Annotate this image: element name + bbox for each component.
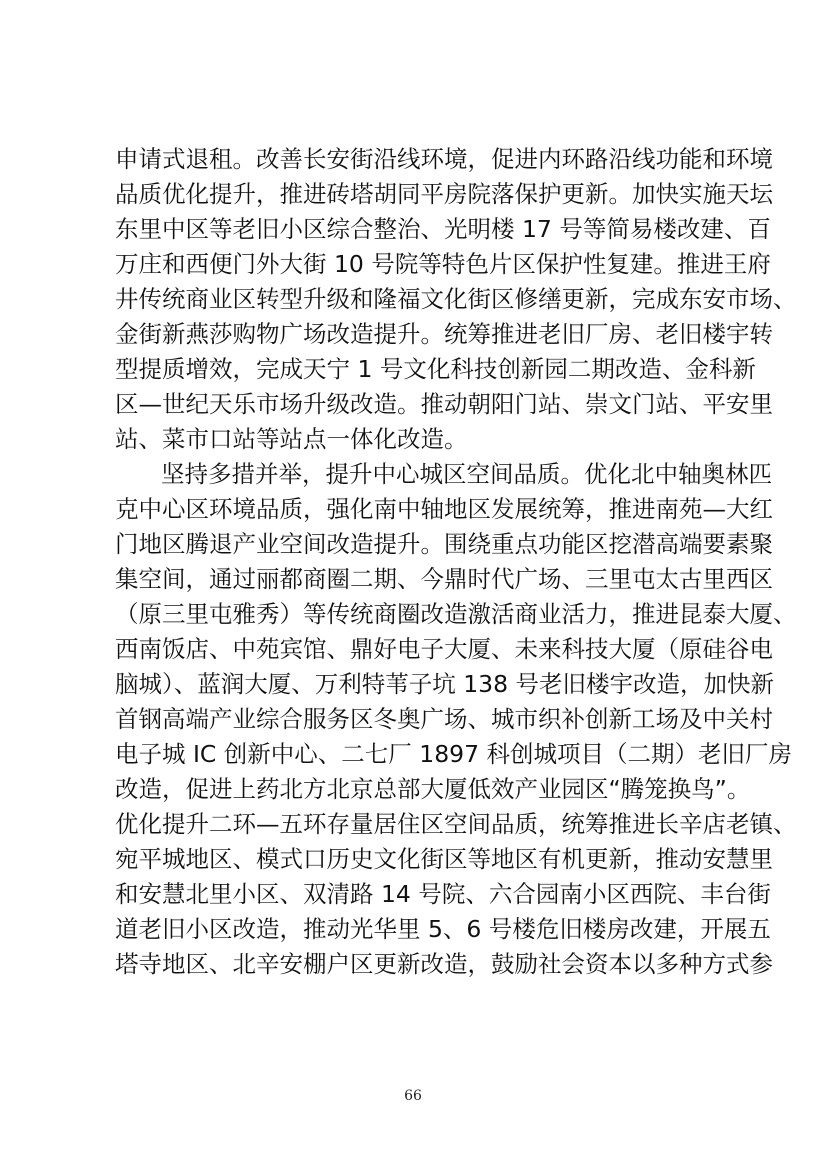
- body-text-line: 电子城 IC 创新中心、二七厂 1897 科创城项目（二期）老旧厂房: [115, 740, 793, 768]
- body-text-line: 改造，促进上药北方北京总部大厦低效产业园区“腾笼换鸟”。: [115, 775, 751, 803]
- body-text-line: 申请式退租。改善长安街沿线环境，促进内环路沿线功能和环境: [115, 145, 773, 173]
- body-text-line: 宛平城地区、模式口历史文化街区等地区有机更新，推动安慧里: [115, 845, 773, 873]
- body-text-line: 万庄和西便门外大街 10 号院等特色片区保护性复建。推进王府: [115, 250, 771, 278]
- body-text-line: 优化提升二环—五环存量居住区空间品质，统筹推进长辛店老镇、: [115, 810, 797, 838]
- body-text-line: 东里中区等老旧小区综合整治、光明楼 17 号等简易楼改建、百: [115, 215, 771, 243]
- page-number: 66: [404, 1088, 422, 1104]
- body-text-line: 和安慧北里小区、双清路 14 号院、六合园南小区西院、丰台街: [115, 880, 771, 908]
- body-text-line: 塔寺地区、北辛安棚户区更新改造，鼓励社会资本以多种方式参: [115, 950, 773, 978]
- paragraph-first-line: 坚持多措并举，提升中心城区空间品质。优化北中轴奥林匹: [161, 460, 772, 488]
- body-text-line: 门地区腾退产业空间改造提升。围绕重点功能区挖潜高端要素聚: [115, 530, 773, 558]
- body-text-line: 克中心区环境品质，强化南中轴地区发展统筹，推进南苑—大红: [115, 495, 773, 523]
- body-text-line: 集空间，通过丽都商圈二期、今鼎时代广场、三里屯太古里西区: [115, 565, 773, 593]
- body-text-line: 品质优化提升，推进砖塔胡同平房院落保护更新。加快实施天坛: [115, 180, 773, 208]
- body-text-line: 道老旧小区改造，推动光华里 5、6 号楼危旧楼房改建，开展五: [115, 915, 771, 943]
- body-text-line: 首钢高端产业综合服务区冬奥广场、城市织补创新工场及中关村: [115, 705, 773, 733]
- body-text-line: 井传统商业区转型升级和隆福文化街区修缮更新，完成东安市场、: [115, 285, 797, 313]
- body-text-line: 区—世纪天乐市场升级改造。推动朝阳门站、崇文门站、平安里: [115, 390, 773, 418]
- body-text-line: （原三里屯雅秀）等传统商圈改造激活商业活力，推进昆泰大厦、: [115, 600, 797, 628]
- body-text-line: 西南饭店、中苑宾馆、鼎好电子大厦、未来科技大厦（原硅谷电: [115, 635, 773, 663]
- body-text-line: 型提质增效，完成天宁 1 号文化科技创新园二期改造、金科新: [115, 355, 756, 383]
- paragraph-last-line: 站、菜市口站等站点一体化改造。: [115, 425, 468, 453]
- body-text-line: 金街新燕莎购物广场改造提升。统筹推进老旧厂房、老旧楼宇转: [115, 320, 773, 348]
- body-text-line: 脑城）、蓝润大厦、万利特苇子坑 138 号老旧楼宇改造，加快新: [115, 670, 775, 698]
